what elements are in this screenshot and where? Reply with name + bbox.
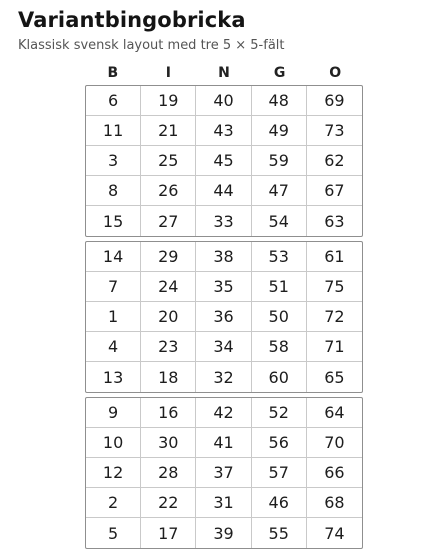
bingo-number-cell[interactable]: 65 bbox=[324, 367, 345, 387]
column-header-g: G bbox=[273, 65, 286, 81]
bingo-number-cell[interactable]: 52 bbox=[252, 398, 307, 428]
bingo-number-cell[interactable]: 30 bbox=[141, 428, 196, 458]
bingo-number-cell[interactable]: 75 bbox=[307, 272, 362, 302]
bingo-number-cell[interactable]: 38 bbox=[196, 242, 251, 272]
bingo-number-cell[interactable]: 27 bbox=[141, 206, 196, 236]
bingo-card-3 bbox=[85, 397, 363, 549]
bingo-number-cell[interactable]: 33 bbox=[196, 206, 251, 236]
bingo-number-cell[interactable]: 5 bbox=[86, 518, 141, 548]
bingo-card-2 bbox=[85, 241, 363, 393]
page-subtitle: Klassisk svensk layout med tre 5 × 5-fält bbox=[18, 38, 285, 53]
bingo-number-cell[interactable]: 17 bbox=[141, 518, 196, 548]
bingo-number-cell[interactable]: 45 bbox=[196, 146, 251, 176]
bingo-number-cell[interactable]: 21 bbox=[141, 116, 196, 146]
bingo-card-1 bbox=[85, 85, 363, 237]
bingo-number-cell[interactable]: 62 bbox=[307, 146, 362, 176]
bingo-number-cell[interactable]: 28 bbox=[141, 458, 196, 488]
bingo-number-cell[interactable]: 69 bbox=[307, 86, 362, 116]
bingo-number-cell[interactable]: 57 bbox=[252, 458, 307, 488]
bingo-number-cell[interactable]: 35 bbox=[196, 272, 251, 302]
bingo-number-cell[interactable]: 73 bbox=[307, 116, 362, 146]
bingo-number-cell[interactable]: 66 bbox=[307, 458, 362, 488]
bingo-number-cell[interactable]: 19 bbox=[141, 86, 196, 116]
bingo-number-cell[interactable]: 67 bbox=[307, 176, 362, 206]
bingo-number-cell[interactable]: 46 bbox=[252, 488, 307, 518]
bingo-number-cell[interactable]: 25 bbox=[141, 146, 196, 176]
bingo-number-cell[interactable]: 47 bbox=[252, 176, 307, 206]
bingo-number-cell[interactable]: 7 bbox=[86, 272, 141, 302]
bingo-number-cell[interactable]: 29 bbox=[141, 242, 196, 272]
bingo-number-cell[interactable]: 15 bbox=[86, 206, 141, 236]
bingo-number-cell[interactable]: 12 bbox=[86, 458, 141, 488]
bingo-number-cell[interactable]: 13 bbox=[86, 362, 141, 392]
bingo-number-cell[interactable]: 11 bbox=[86, 116, 141, 146]
bingo-number-cell[interactable]: 64 bbox=[307, 398, 362, 428]
bingo-number-cell[interactable]: 31 bbox=[196, 488, 251, 518]
bingo-number-cell[interactable]: 43 bbox=[196, 116, 251, 146]
bingo-number-cell[interactable]: 53 bbox=[252, 242, 307, 272]
bingo-number-cell[interactable]: 10 bbox=[86, 428, 141, 458]
column-header-i: I bbox=[165, 65, 171, 81]
column-header-n: N bbox=[218, 65, 230, 81]
bingo-number-cell[interactable]: 63 bbox=[324, 211, 345, 231]
bingo-number-cell[interactable]: 34 bbox=[196, 332, 251, 362]
page-title: Variantbingobricka bbox=[18, 8, 246, 32]
bingo-number-cell[interactable]: 26 bbox=[141, 176, 196, 206]
bingo-number-cell[interactable]: 50 bbox=[252, 302, 307, 332]
bingo-number-cell[interactable]: 48 bbox=[252, 86, 307, 116]
bingo-number-cell[interactable]: 37 bbox=[196, 458, 251, 488]
bingo-number-cell[interactable]: 61 bbox=[307, 242, 362, 272]
bingo-number-cell[interactable]: 8 bbox=[86, 176, 141, 206]
bingo-number-cell[interactable]: 58 bbox=[252, 332, 307, 362]
bingo-number-cell[interactable]: 56 bbox=[252, 428, 307, 458]
bingo-number-cell[interactable]: 70 bbox=[307, 428, 362, 458]
bingo-number-cell[interactable]: 60 bbox=[252, 362, 307, 392]
bingo-number-cell[interactable]: 20 bbox=[141, 302, 196, 332]
bingo-number-cell[interactable]: 1 bbox=[86, 302, 141, 332]
bingo-number-cell[interactable]: 9 bbox=[86, 398, 141, 428]
bingo-number-cell[interactable]: 68 bbox=[307, 488, 362, 518]
bingo-number-cell[interactable]: 23 bbox=[141, 332, 196, 362]
bingo-number-cell[interactable]: 4 bbox=[86, 332, 141, 362]
bingo-number-cell[interactable]: 32 bbox=[196, 362, 251, 392]
bingo-number-cell[interactable]: 72 bbox=[307, 302, 362, 332]
bingo-number-cell[interactable]: 55 bbox=[252, 518, 307, 548]
bingo-number-cell[interactable]: 51 bbox=[252, 272, 307, 302]
bingo-number-cell[interactable]: 16 bbox=[141, 398, 196, 428]
bingo-number-cell[interactable]: 36 bbox=[196, 302, 251, 332]
bingo-column-header bbox=[85, 64, 363, 84]
bingo-number-cell[interactable]: 2 bbox=[86, 488, 141, 518]
bingo-number-cell[interactable]: 59 bbox=[252, 146, 307, 176]
bingo-number-cell[interactable]: 6 bbox=[86, 86, 141, 116]
bingo-number-cell[interactable]: 24 bbox=[141, 272, 196, 302]
bingo-number-cell[interactable]: 44 bbox=[196, 176, 251, 206]
bingo-number-cell[interactable]: 3 bbox=[86, 146, 141, 176]
bingo-number-cell[interactable]: 14 bbox=[86, 242, 141, 272]
bingo-number-cell[interactable]: 40 bbox=[196, 86, 251, 116]
bingo-number-cell[interactable]: 74 bbox=[324, 523, 345, 543]
bingo-number-cell[interactable]: 39 bbox=[196, 518, 251, 548]
bingo-number-cell[interactable]: 22 bbox=[141, 488, 196, 518]
column-header-b: B bbox=[107, 65, 119, 81]
bingo-number-cell[interactable]: 41 bbox=[196, 428, 251, 458]
bingo-number-cell[interactable]: 42 bbox=[196, 398, 251, 428]
bingo-number-cell[interactable]: 18 bbox=[141, 362, 196, 392]
bingo-number-cell[interactable]: 49 bbox=[252, 116, 307, 146]
bingo-number-cell[interactable]: 71 bbox=[307, 332, 362, 362]
column-header-o: O bbox=[329, 65, 342, 81]
bingo-number-cell[interactable]: 54 bbox=[252, 206, 307, 236]
